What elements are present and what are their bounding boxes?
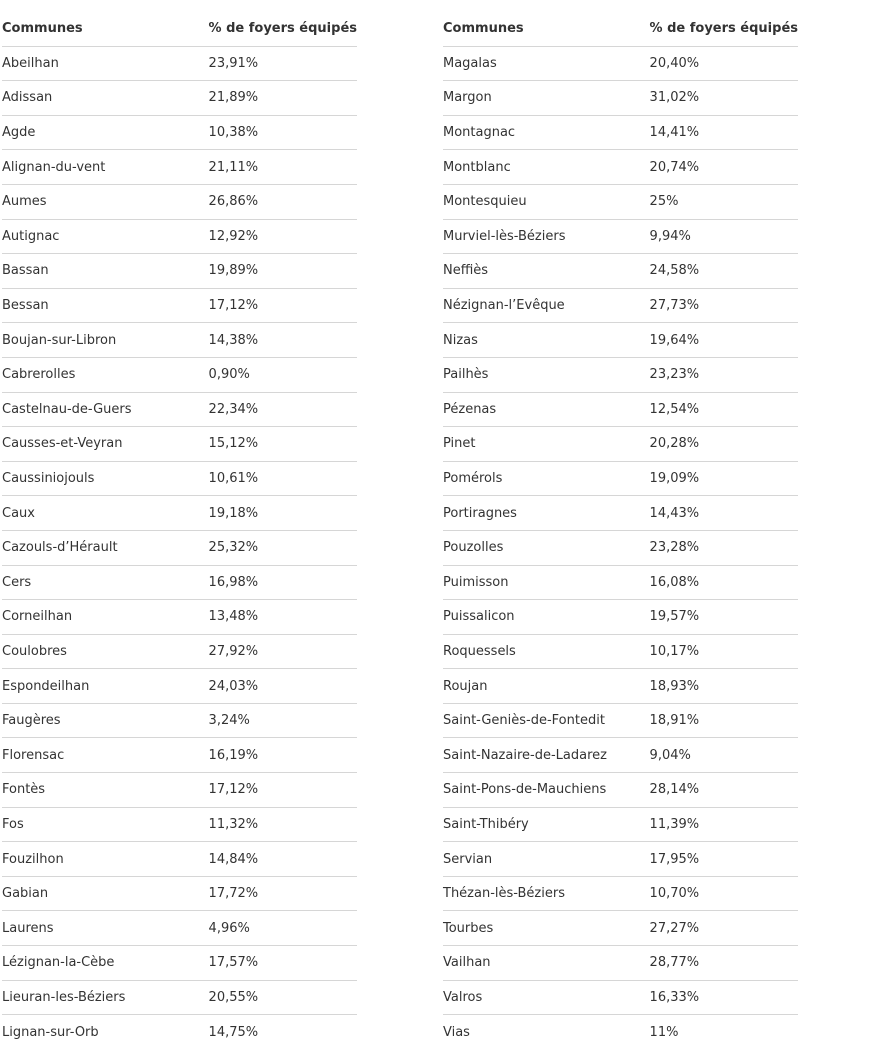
commune-name-cell: Saint-Thibéry <box>443 807 650 842</box>
commune-name-cell: Cers <box>2 565 209 600</box>
commune-name-cell: Portiragnes <box>443 496 650 531</box>
percent-equipped-cell: 19,18% <box>209 496 357 531</box>
percent-equipped-cell: 14,84% <box>209 842 357 877</box>
percent-equipped-cell: 19,89% <box>209 254 357 289</box>
percent-equipped-cell: 31,02% <box>650 81 798 116</box>
commune-name-cell: Vias <box>443 1024 470 1040</box>
table-row <box>443 150 798 185</box>
percent-equipped-cell: 12,92% <box>209 219 357 254</box>
commune-name-cell: Pomérols <box>443 461 650 496</box>
percent-equipped-cell: 28,14% <box>650 773 798 808</box>
percent-equipped-cell: 17,12% <box>209 288 357 323</box>
percent-equipped-cell: 10,38% <box>209 115 357 150</box>
percent-equipped-cell: 0,90% <box>209 357 357 392</box>
table-row <box>2 842 357 877</box>
percent-equipped-cell: 17,72% <box>209 876 357 911</box>
commune-name-cell: Margon <box>443 81 650 116</box>
percent-equipped-cell: 25% <box>650 184 798 219</box>
table-row <box>443 946 798 981</box>
commune-name-cell: Saint-Geniès-de-Fontedit <box>443 703 650 738</box>
table-row <box>2 496 357 531</box>
commune-name-cell: Vailhan <box>443 946 650 981</box>
commune-name-cell: Laurens <box>2 911 209 946</box>
percent-equipped-cell: 10,70% <box>650 876 798 911</box>
commune-name-cell: Tourbes <box>443 911 650 946</box>
table-row <box>443 427 798 462</box>
commune-name-cell: Adissan <box>2 81 209 116</box>
table-row <box>2 1015 357 1049</box>
column-header-communes: Communes <box>443 12 650 46</box>
table-row <box>443 461 798 496</box>
table-row <box>2 357 357 392</box>
table-row <box>443 600 798 635</box>
table-row <box>443 357 798 392</box>
commune-name-cell: Lézignan-la-Cèbe <box>2 946 209 981</box>
commune-name-cell: Nézignan-l’Evêque <box>443 288 650 323</box>
percent-equipped-cell: 9,94% <box>650 219 798 254</box>
table-body-right <box>443 46 798 1049</box>
table-row <box>443 1015 798 1049</box>
table-row <box>2 876 357 911</box>
percent-equipped-cell: 27,27% <box>650 911 798 946</box>
commune-name-cell: Roujan <box>443 669 650 704</box>
commune-name-cell: Puissalicon <box>443 600 650 635</box>
table-row <box>2 600 357 635</box>
commune-name-cell: Boujan-sur-Libron <box>2 323 209 358</box>
commune-name-cell: Lieuran-les-Béziers <box>2 980 209 1015</box>
percent-equipped-cell: 13,48% <box>209 600 357 635</box>
percent-equipped-cell: 10,61% <box>209 461 357 496</box>
table-row <box>443 703 798 738</box>
percent-equipped-cell: 20,74% <box>650 150 798 185</box>
percent-equipped-cell: 19,64% <box>650 323 798 358</box>
commune-name-cell: Florensac <box>2 738 209 773</box>
commune-name-cell: Caux <box>2 496 209 531</box>
percent-equipped-cell: 16,19% <box>209 738 357 773</box>
commune-name-cell: Pinet <box>443 427 650 462</box>
percent-equipped-cell: 22,34% <box>209 392 357 427</box>
commune-name-cell: Bessan <box>2 288 209 323</box>
table-row <box>2 461 357 496</box>
table-row <box>2 323 357 358</box>
commune-name-cell: Thézan-lès-Béziers <box>443 876 650 911</box>
percent-equipped-cell: 23,28% <box>650 530 798 565</box>
commune-name-cell: Bassan <box>2 254 209 289</box>
percent-equipped-cell: 17,57% <box>209 946 357 981</box>
commune-name-cell: Neffiès <box>443 254 650 289</box>
percent-equipped-cell: 17,95% <box>650 842 798 877</box>
percent-equipped-cell: 20,55% <box>209 980 357 1015</box>
commune-name-cell: Fos <box>2 807 209 842</box>
percent-equipped-cell: 28,77% <box>650 946 798 981</box>
table-row <box>2 184 357 219</box>
percent-equipped-cell: 20,28% <box>650 427 798 462</box>
percent-equipped-cell: 14,38% <box>209 323 357 358</box>
percent-equipped-cell: 26,86% <box>209 184 357 219</box>
commune-name-cell: Roquessels <box>443 634 650 669</box>
commune-name-cell: Agde <box>2 115 209 150</box>
percent-equipped-cell: 24,03% <box>209 669 357 704</box>
percent-equipped-cell: 23,23% <box>650 357 798 392</box>
commune-name-cell: Cabrerolles <box>2 357 209 392</box>
commune-name-cell: Caussiniojouls <box>2 461 209 496</box>
percent-equipped-cell: 27,73% <box>650 288 798 323</box>
table-row <box>2 81 357 116</box>
percent-equipped-cell: 25,32% <box>209 530 357 565</box>
percent-equipped-cell: 23,91% <box>209 46 357 81</box>
commune-name-cell: Aumes <box>2 184 209 219</box>
commune-name-cell: Montblanc <box>443 150 650 185</box>
commune-name-cell: Montesquieu <box>443 184 650 219</box>
percent-equipped-cell: 4,96% <box>209 911 357 946</box>
commune-name-cell: Saint-Nazaire-de-Ladarez <box>443 738 650 773</box>
column-header-percent: % de foyers équipés <box>209 12 357 46</box>
table-row <box>443 184 798 219</box>
table-row <box>443 911 798 946</box>
table-header-row <box>2 12 357 46</box>
table-row <box>2 669 357 704</box>
commune-name-cell: Faugères <box>2 703 209 738</box>
percent-equipped-cell: 16,33% <box>650 980 798 1015</box>
table-row <box>2 565 357 600</box>
table-row <box>2 288 357 323</box>
percent-equipped-cell: 27,92% <box>209 634 357 669</box>
table-row <box>2 46 357 81</box>
percent-equipped-cell: 24,58% <box>650 254 798 289</box>
commune-name-cell: Pouzolles <box>443 530 650 565</box>
table-body-left <box>2 46 357 1049</box>
percent-equipped-cell: 21,89% <box>209 81 357 116</box>
table-row <box>2 703 357 738</box>
table-row <box>2 115 357 150</box>
commune-name-cell: Magalas <box>443 46 650 81</box>
column-header-communes: Communes <box>2 12 209 46</box>
commune-name-cell: Puimisson <box>443 565 650 600</box>
communes-table-left <box>2 12 357 1049</box>
table-row <box>443 288 798 323</box>
percent-equipped-cell: 21,11% <box>209 150 357 185</box>
commune-name-cell: Montagnac <box>443 115 650 150</box>
table-row <box>2 634 357 669</box>
commune-name-cell: Pézenas <box>443 392 650 427</box>
percent-equipped-cell: 14,43% <box>650 496 798 531</box>
commune-name-cell: Lignan-sur-Orb <box>2 1024 99 1040</box>
percent-equipped-cell: 14,75% <box>208 1024 259 1040</box>
percent-equipped-cell: 14,41% <box>650 115 798 150</box>
table-row <box>443 565 798 600</box>
percent-equipped-cell: 19,09% <box>650 461 798 496</box>
commune-name-cell: Fouzilhon <box>2 842 209 877</box>
percent-equipped-cell: 3,24% <box>209 703 357 738</box>
table-row <box>443 530 798 565</box>
commune-name-cell: Pailhès <box>443 357 650 392</box>
table-row <box>2 980 357 1015</box>
commune-name-cell: Fontès <box>2 773 209 808</box>
commune-name-cell: Castelnau-de-Guers <box>2 392 209 427</box>
table-row <box>443 115 798 150</box>
table-row <box>443 254 798 289</box>
commune-name-cell: Espondeilhan <box>2 669 209 704</box>
table-row <box>2 773 357 808</box>
percent-equipped-cell: 16,08% <box>650 565 798 600</box>
table-row <box>443 807 798 842</box>
commune-name-cell: Corneilhan <box>2 600 209 635</box>
table-row <box>443 876 798 911</box>
table-row <box>443 980 798 1015</box>
commune-name-cell: Saint-Pons-de-Mauchiens <box>443 773 650 808</box>
commune-name-cell: Abeilhan <box>2 46 209 81</box>
commune-name-cell: Alignan-du-vent <box>2 150 209 185</box>
commune-name-cell: Autignac <box>2 219 209 254</box>
percent-equipped-cell: 10,17% <box>650 634 798 669</box>
table-row <box>443 81 798 116</box>
table-row <box>443 323 798 358</box>
percent-equipped-cell: 15,12% <box>209 427 357 462</box>
percent-equipped-cell: 9,04% <box>650 738 798 773</box>
table-row <box>2 219 357 254</box>
commune-name-cell: Valros <box>443 980 650 1015</box>
table-row <box>2 427 357 462</box>
column-header-percent: % de foyers équipés <box>650 12 798 46</box>
percent-equipped-cell: 16,98% <box>209 565 357 600</box>
table-row <box>2 150 357 185</box>
table-row <box>2 254 357 289</box>
percent-equipped-cell: 11,39% <box>650 807 798 842</box>
percent-equipped-cell: 12,54% <box>650 392 798 427</box>
commune-name-cell: Gabian <box>2 876 209 911</box>
table-row <box>443 219 798 254</box>
table-row <box>443 46 798 81</box>
percent-equipped-cell: 17,12% <box>209 773 357 808</box>
percent-equipped-cell: 20,40% <box>650 46 798 81</box>
percent-equipped-cell: 18,93% <box>650 669 798 704</box>
commune-name-cell: Cazouls-d’Hérault <box>2 530 209 565</box>
commune-name-cell: Coulobres <box>2 634 209 669</box>
table-row <box>443 669 798 704</box>
table-row <box>443 738 798 773</box>
table-row <box>2 738 357 773</box>
percent-equipped-cell: 11,32% <box>209 807 357 842</box>
commune-name-cell: Murviel-lès-Béziers <box>443 219 650 254</box>
table-row <box>443 842 798 877</box>
commune-name-cell: Causses-et-Veyran <box>2 427 209 462</box>
percent-equipped-cell: 11% <box>649 1024 679 1040</box>
table-row <box>2 807 357 842</box>
table-row <box>443 773 798 808</box>
communes-table-right <box>443 12 798 1049</box>
table-row <box>443 634 798 669</box>
table-row <box>443 392 798 427</box>
commune-name-cell: Nizas <box>443 323 650 358</box>
percent-equipped-cell: 18,91% <box>650 703 798 738</box>
table-row <box>2 530 357 565</box>
table-row <box>2 946 357 981</box>
commune-name-cell: Servian <box>443 842 650 877</box>
table-row <box>2 392 357 427</box>
table-header-row <box>443 12 798 46</box>
table-row <box>2 911 357 946</box>
table-row <box>443 496 798 531</box>
percent-equipped-cell: 19,57% <box>650 600 798 635</box>
